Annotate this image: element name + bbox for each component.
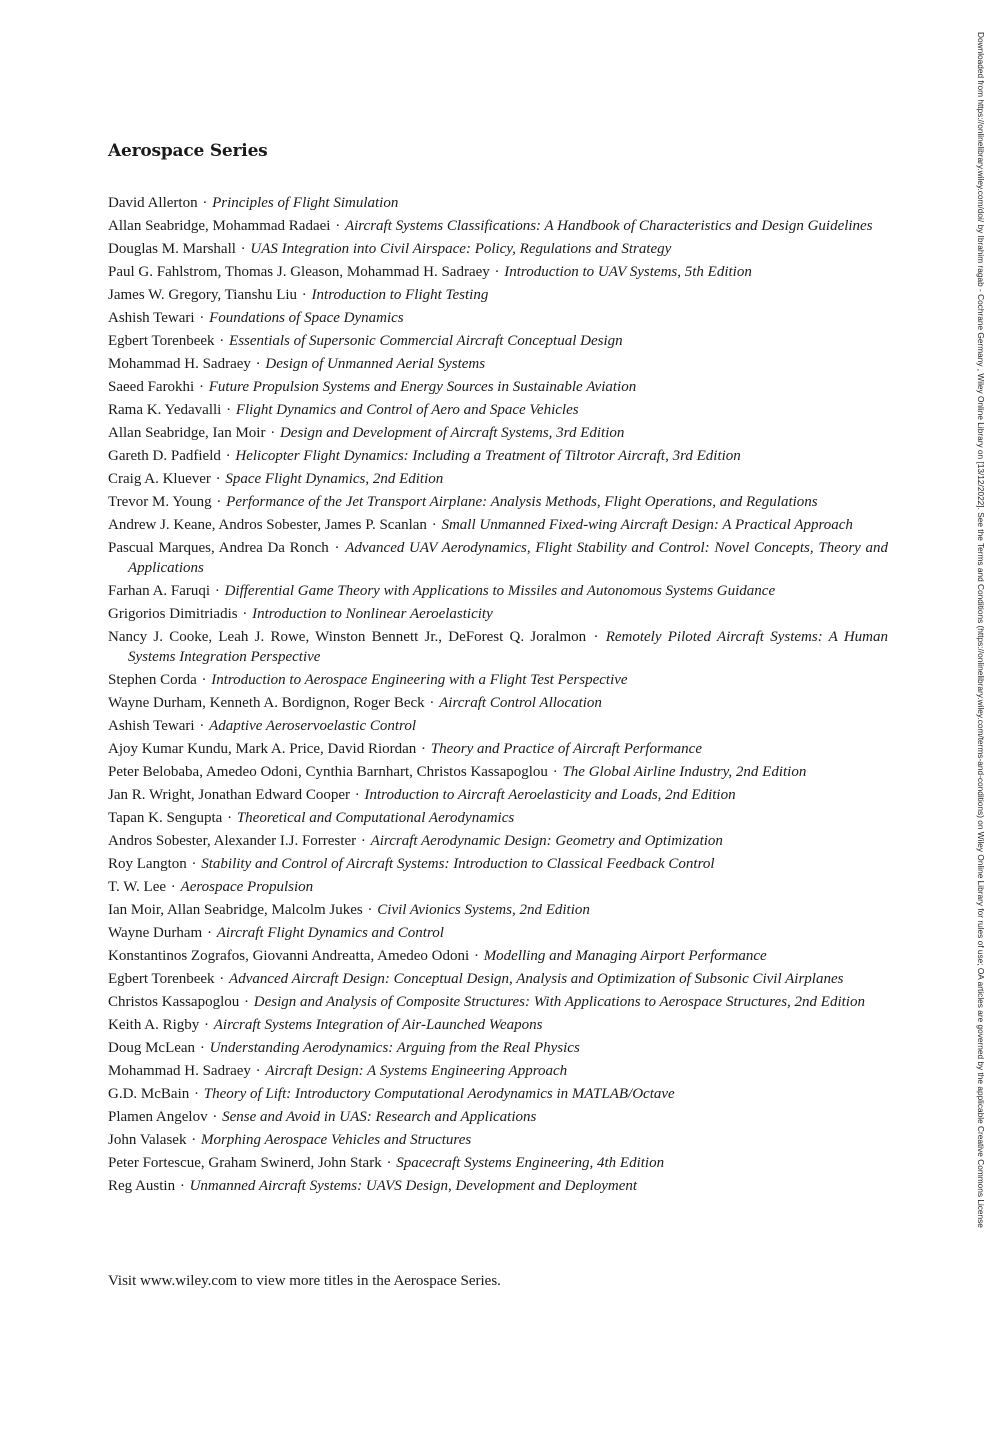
book-authors: Saeed Farokhi	[108, 379, 195, 395]
separator-dot: ·	[170, 879, 176, 895]
book-entry	[108, 785, 888, 805]
book-authors: Wayne Durham, Kenneth A. Bordignon, Roger Beck	[108, 695, 425, 711]
separator-dot: ·	[354, 787, 360, 803]
book-title: Theory and Practice of Aircraft Performance	[430, 741, 702, 757]
separator-dot: ·	[227, 810, 233, 826]
separator-dot: ·	[421, 741, 427, 757]
book-entry	[108, 400, 888, 420]
separator-dot: ·	[201, 672, 207, 688]
book-title: Principles of Flight Simulation	[212, 195, 399, 211]
book-entry	[108, 604, 888, 624]
separator-dot: ·	[206, 925, 212, 941]
book-title: Differential Game Theory with Applications to Missiles and Autonomous Systems Guidance	[224, 583, 776, 599]
book-entry	[108, 1107, 888, 1127]
separator-dot: ·	[226, 402, 232, 418]
book-entry	[108, 354, 888, 374]
book-title: Aircraft Control Allocation	[439, 695, 602, 711]
book-authors: Ashish Tewari	[108, 718, 195, 734]
book-entry	[108, 193, 888, 213]
book-title: Remotely Piloted Aircraft Systems: A Human Systems Integration Perspective	[128, 629, 888, 665]
book-title: Aerospace Propulsion	[180, 879, 314, 895]
download-notice: Downloaded from https://onlinelibrary.wiley.com/doi/ by Ibrahim ragab - Cochrane Germany , Wiley Online Library on [13/12/2022]. See the Terms and Conditions (https://onlinelibrary.wiley.com/terms-and-conditions) on Wiley Online Library for rules of use; OA articles are governed by the applicable Creative Commons License	[976, 32, 986, 1228]
book-title: Advanced Aircraft Design: Conceptual Design, Analysis and Optimization of Subsonic Civil Airplanes	[229, 971, 844, 987]
book-entry	[108, 423, 888, 443]
separator-dot: ·	[191, 856, 197, 872]
book-authors: Ajoy Kumar Kundu, Mark A. Price, David Riordan	[108, 741, 417, 757]
book-entry	[108, 308, 888, 328]
separator-dot: ·	[219, 333, 225, 349]
book-authors: Christos Kassapoglou	[108, 994, 240, 1010]
book-entry	[108, 581, 888, 601]
book-title: Morphing Aerospace Vehicles and Structures	[200, 1132, 472, 1148]
book-title: Civil Avionics Systems, 2nd Edition	[377, 902, 590, 918]
book-authors: Craig A. Kluever	[108, 471, 211, 487]
book-title: Design and Analysis of Composite Structures: With Applications to Aerospace Structures, 2nd Edition	[253, 994, 865, 1010]
book-entry	[108, 716, 888, 736]
separator-dot: ·	[215, 471, 221, 487]
book-entry	[108, 1061, 888, 1081]
separator-dot: ·	[216, 494, 222, 510]
separator-dot: ·	[191, 1132, 197, 1148]
separator-dot: ·	[494, 264, 500, 280]
book-title: Performance of the Jet Transport Airplane: Analysis Methods, Flight Operations, and Regulations	[226, 494, 818, 510]
book-title: Introduction to Nonlinear Aeroelasticity	[252, 606, 493, 622]
book-title: Theoretical and Computational Aerodynamics	[236, 810, 515, 826]
book-entry	[108, 808, 888, 828]
book-authors: Tapan K. Sengupta	[108, 810, 223, 826]
separator-dot: ·	[367, 902, 373, 918]
separator-dot: ·	[219, 971, 225, 987]
book-title: Aircraft Design: A Systems Engineering Approach	[265, 1063, 568, 1079]
book-authors: Egbert Torenbeek	[108, 971, 215, 987]
book-authors: Mohammad H. Sadraey	[108, 356, 251, 372]
separator-dot: ·	[194, 1086, 199, 1102]
book-title: Foundations of Space Dynamics	[209, 310, 404, 326]
visit-note: Visit www.wiley.com to view more titles in the Aerospace Series.	[108, 1273, 501, 1289]
book-entry	[108, 877, 888, 897]
book-authors: Doug McLean	[108, 1040, 196, 1056]
book-authors: Ashish Tewari	[108, 310, 195, 326]
book-authors: Reg Austin	[108, 1178, 176, 1194]
book-title: Essentials of Supersonic Commercial Aircraft Conceptual Design	[229, 333, 623, 349]
book-entry	[108, 538, 888, 578]
book-authors: Konstantinos Zografos, Giovanni Andreatta, Amedeo Odoni	[108, 948, 470, 964]
separator-dot: ·	[301, 287, 307, 303]
book-entry	[108, 1084, 888, 1104]
separator-dot: ·	[225, 448, 231, 464]
book-title: Design of Unmanned Aerial Systems	[265, 356, 486, 372]
separator-dot: ·	[473, 948, 479, 964]
separator-dot: ·	[202, 195, 208, 211]
separator-dot: ·	[431, 517, 437, 533]
book-entry	[108, 216, 888, 236]
book-entry	[108, 1176, 888, 1196]
book-authors: T. W. Lee	[108, 879, 167, 895]
separator-dot: ·	[334, 540, 340, 556]
separator-dot: ·	[242, 606, 248, 622]
book-authors: Peter Belobaba, Amedeo Odoni, Cynthia Barnhart, Christos Kassapoglou	[108, 764, 548, 780]
book-authors: David Allerton	[108, 195, 198, 211]
book-authors: Paul G. Fahlstrom, Thomas J. Gleason, Mohammad H. Sadraey	[108, 264, 490, 280]
book-authors: Ian Moir, Allan Seabridge, Malcolm Jukes	[108, 902, 363, 918]
separator-dot: ·	[593, 629, 599, 645]
book-authors: G.D. McBain	[108, 1086, 190, 1102]
book-title: Spacecraft Systems Engineering, 4th Edition	[396, 1155, 665, 1171]
book-title: Introduction to Flight Testing	[311, 287, 489, 303]
book-title: Future Propulsion Systems and Energy Sources in Sustainable Aviation	[208, 379, 637, 395]
book-authors: Nancy J. Cooke, Leah J. Rowe, Winston Bennett Jr., DeForest Q. Joralmon	[108, 629, 587, 645]
separator-dot: ·	[255, 356, 261, 372]
book-authors: Trevor M. Young	[108, 494, 212, 510]
book-entry	[108, 446, 888, 466]
book-authors: Rama K. Yedavalli	[108, 402, 222, 418]
book-list	[108, 193, 888, 1199]
book-authors: Gareth D. Padfield	[108, 448, 221, 464]
book-authors: Keith A. Rigby	[108, 1017, 200, 1033]
book-entry	[108, 900, 888, 920]
book-authors: Grigorios Dimitriadis	[108, 606, 238, 622]
separator-dot: ·	[199, 310, 205, 326]
book-title: Helicopter Flight Dynamics: Including a Treatment of Tiltrotor Aircraft, 3rd Edition	[235, 448, 741, 464]
book-entry	[108, 969, 888, 989]
book-title: Flight Dynamics and Control of Aero and Space Vehicles	[235, 402, 579, 418]
book-entry	[108, 627, 888, 667]
book-title: Adaptive Aeroservoelastic Control	[209, 718, 417, 734]
book-authors: Stephen Corda	[108, 672, 197, 688]
book-title: Unmanned Aircraft Systems: UAVS Design, Development and Deployment	[189, 1178, 638, 1194]
separator-dot: ·	[270, 425, 276, 441]
book-title: Aircraft Flight Dynamics and Control	[216, 925, 444, 941]
book-entry	[108, 239, 888, 259]
book-authors: James W. Gregory, Tianshu Liu	[108, 287, 298, 303]
book-title: Modelling and Managing Airport Performance	[483, 948, 767, 964]
book-authors: Andros Sobester, Alexander I.J. Forrester	[108, 833, 357, 849]
book-authors: Allan Seabridge, Mohammad Radaei	[108, 218, 331, 234]
separator-dot: ·	[429, 695, 435, 711]
separator-dot: ·	[244, 994, 249, 1010]
book-entry	[108, 739, 888, 759]
book-entry	[108, 762, 888, 782]
book-entry	[108, 492, 888, 512]
separator-dot: ·	[240, 241, 246, 257]
book-title: The Global Airline Industry, 2nd Edition	[562, 764, 807, 780]
book-title: Advanced UAV Aerodynamics, Flight Stability and Control: Novel Concepts, Theory and Applications	[128, 540, 889, 576]
page-title: Aerospace Series	[108, 141, 268, 161]
book-entry	[108, 693, 888, 713]
book-entry	[108, 1015, 888, 1035]
separator-dot: ·	[179, 1178, 185, 1194]
book-entry	[108, 285, 888, 305]
book-title: Aircraft Systems Classifications: A Handbook of Characteristics and Design Guidelines	[344, 218, 873, 234]
book-entry	[108, 331, 888, 351]
book-entry	[108, 1038, 888, 1058]
separator-dot: ·	[360, 833, 366, 849]
book-title: UAS Integration into Civil Airspace: Policy, Regulations and Strategy	[250, 241, 672, 257]
separator-dot: ·	[386, 1155, 392, 1171]
book-title: Introduction to Aircraft Aeroelasticity and Loads, 2nd Edition	[364, 787, 736, 803]
book-entry	[108, 1130, 888, 1150]
book-title: Introduction to Aerospace Engineering with a Flight Test Perspective	[211, 672, 628, 688]
book-title: Small Unmanned Fixed-wing Aircraft Design: A Practical Approach	[441, 517, 853, 533]
book-authors: Douglas M. Marshall	[108, 241, 236, 257]
book-title: Design and Development of Aircraft Systems, 3rd Edition	[279, 425, 625, 441]
book-authors: Allan Seabridge, Ian Moir	[108, 425, 266, 441]
book-entry	[108, 1153, 888, 1173]
book-title: Aircraft Systems Integration of Air-Launched Weapons	[213, 1017, 543, 1033]
book-authors: Wayne Durham	[108, 925, 203, 941]
book-entry	[108, 854, 888, 874]
book-title: Sense and Avoid in UAS: Research and Applications	[222, 1109, 537, 1125]
book-authors: Mohammad H. Sadraey	[108, 1063, 251, 1079]
book-authors: Pascual Marques, Andrea Da Ronch	[108, 540, 329, 556]
book-entry	[108, 262, 888, 282]
separator-dot: ·	[204, 1017, 210, 1033]
book-title: Introduction to UAV Systems, 5th Edition	[504, 264, 752, 280]
separator-dot: ·	[255, 1063, 261, 1079]
book-entry	[108, 946, 888, 966]
book-title: Aircraft Aerodynamic Design: Geometry and Optimization	[370, 833, 723, 849]
book-title: Understanding Aerodynamics: Arguing from the Real Physics	[209, 1040, 580, 1056]
book-entry	[108, 670, 888, 690]
book-entry	[108, 377, 888, 397]
book-entry	[108, 515, 888, 535]
separator-dot: ·	[212, 1109, 218, 1125]
book-authors: Roy Langton	[108, 856, 187, 872]
book-authors: John Valasek	[108, 1132, 187, 1148]
book-entry	[108, 992, 888, 1012]
book-authors: Andrew J. Keane, Andros Sobester, James P. Scanlan	[108, 517, 427, 533]
book-authors: Jan R. Wright, Jonathan Edward Cooper	[108, 787, 350, 803]
book-title: Theory of Lift: Introductory Computational Aerodynamics in MATLAB/Octave	[203, 1086, 675, 1102]
separator-dot: ·	[199, 718, 205, 734]
separator-dot: ·	[214, 583, 220, 599]
book-authors: Egbert Torenbeek	[108, 333, 215, 349]
separator-dot: ·	[552, 764, 558, 780]
separator-dot: ·	[199, 1040, 205, 1056]
separator-dot: ·	[335, 218, 341, 234]
book-authors: Plamen Angelov	[108, 1109, 208, 1125]
book-title: Stability and Control of Aircraft Systems: Introduction to Classical Feedback Control	[201, 856, 715, 872]
book-authors: Peter Fortescue, Graham Swinerd, John Stark	[108, 1155, 382, 1171]
separator-dot: ·	[198, 379, 204, 395]
book-title: Space Flight Dynamics, 2nd Edition	[225, 471, 444, 487]
book-entry	[108, 923, 888, 943]
book-entry	[108, 831, 888, 851]
book-entry	[108, 469, 888, 489]
book-authors: Farhan A. Faruqi	[108, 583, 211, 599]
